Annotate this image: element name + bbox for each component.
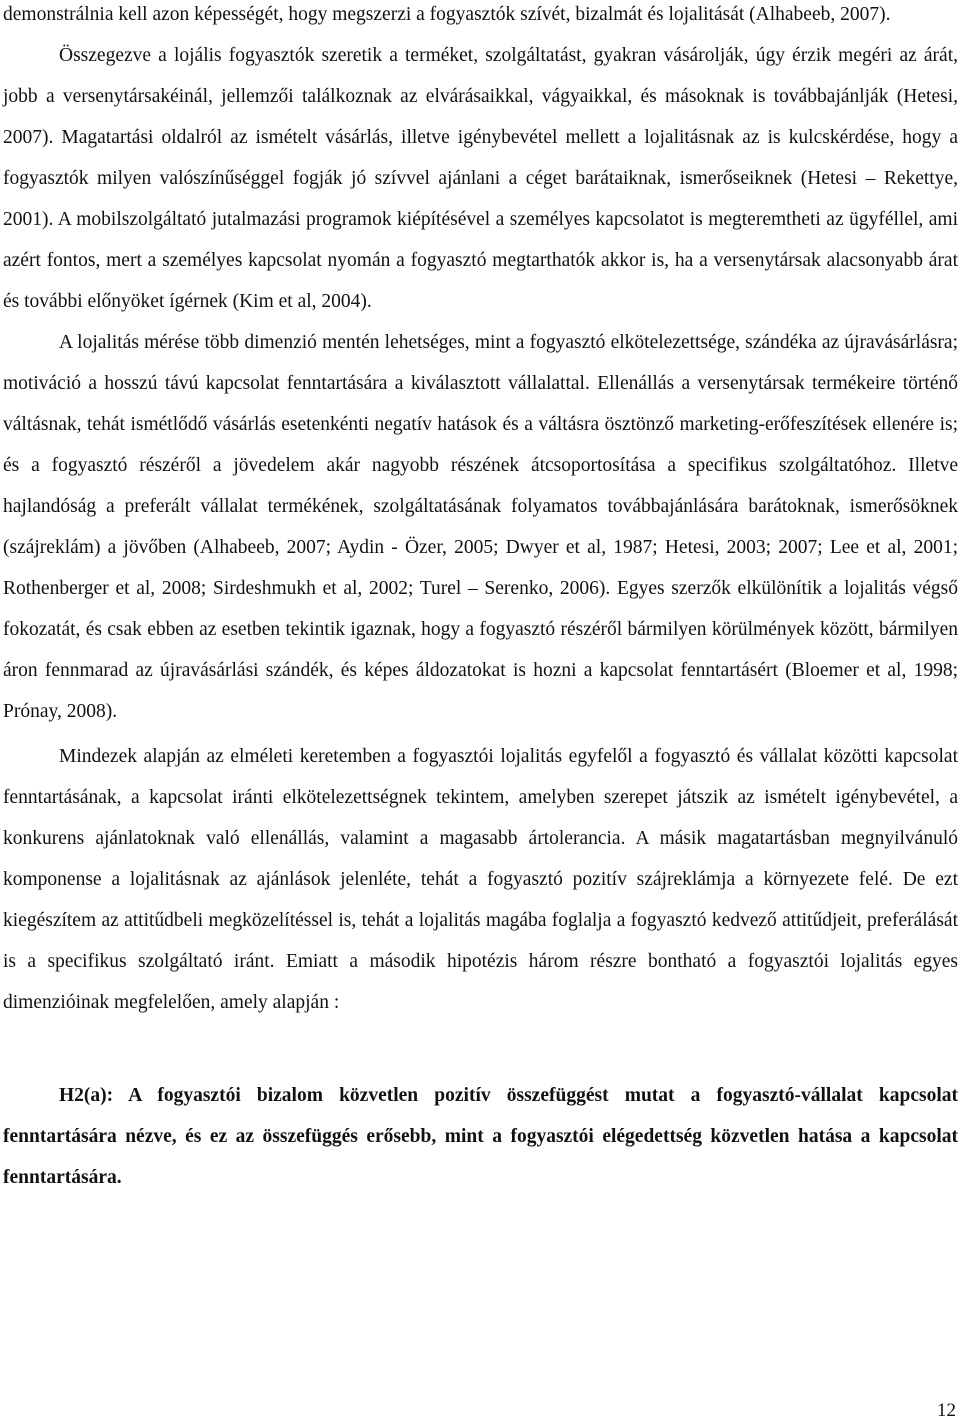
paragraph-theoretical-framework: Mindezek alapján az elméleti keretemben a fogyasztói lojalitás egyfelől a fogyasztó és vállalat közötti kapcsolat fenntartásának, a kapcsolat iránti elkötelezettségnek tekintem, amelyben szerepet játszik az ismételt igénybevétel, a konkurens ajánlatoknak való ellenállás, valamint a magasabb ártolerancia. A másik magatartásban megnyilvánuló komponense a lojalitásnak az ajánlások jelenléte, tehát a fogyasztó pozitív szájreklámja a környezete felé. De ezt kiegészítem az attitűdbeli megközelítéssel is, tehát a lojalitás magába foglalja a fogyasztó kedvező attitűdjeit, preferálását is a specifikus szolgáltató iránt. Emiatt a második hipotézis három részre bontható a fogyasztói lojalitás egyes dimenzióinak megfelelően, amely alapján : <box>3 746 958 1013</box>
paragraph-loyalty-measurement: A lojalitás mérése több dimenzió mentén lehetséges, mint a fogyasztó elkötelezettsége, szándéka az újravásárlásra; motiváció a hosszú távú kapcsolat fenntartására a kiválasztott vállalattal. Ellenállás a versenytársak termékeire történő váltásnak, tehát ismétlődő vásárlás esetenkénti negatív hatások és a váltásra ösztönző marketing-erőfeszítések ellenére is; és a fogyasztó részéről a jövedelem akár nagyobb részének átcsoportosítása a specifikus szolgáltatóhoz. Illetve hajlandóság a preferált vállalat termékének, szolgáltatásának folyamatos továbbajánlására barátoknak, ismerősöknek (szájreklám) a jövőben (Alhabeeb, 2007; Aydin - Özer, 2005; Dwyer et al, 1987; Hetesi, 2003; 2007; Lee et al, 2001; Rothenberger et al, 2008; Sirdeshmukh et al, 2002; Turel – Serenko, 2006). Egyes szerzők elkülönítik a lojalitás végső fokozatát, és csak ebben az esetben tekintik igaznak, hogy a fogyasztó részéről bármilyen körülmények között, bármilyen áron fennmarad az újravásárlási szándék, és képes áldozatokat is hozni a kapcsolat fenntartásért (Bloemer et al, 1998; Prónay, 2008). <box>3 332 958 722</box>
paragraph-loyal-consumers: Összegezve a lojális fogyasztók szeretik a terméket, szolgáltatást, gyakran vásárolják, úgy érzik megéri az árát, jobb a versenytársakéinál, jellemzői találkoznak az elvárásaikkal, vágyaikkal, és másoknak is továbbajánlják (Hetesi, 2007). Magatartási oldalról az ismételt vásárlás, illetve igénybevétel mellett a lojalitásnak az is kulcskérdése, hogy a fogyasztók milyen valószínűséggel fogják jó szívvel ajánlani a céget barátaiknak, ismerőseiknek (Hetesi – Rekettye, 2001). A mobilszolgáltató jutalmazási programok kiépítésével a személyes kapcsolatot is megteremtheti az ügyféllel, ami azért fontos, mert a személyes kapcsolat nyomán a fogyasztó megtarthatók akkor is, ha a versenytársak alacsonyabb árat és további előnyöket ígérnek (Kim et al, 2004). <box>3 45 958 312</box>
document-page <box>3 0 958 1198</box>
hypothesis-h2a: H2(a): A fogyasztói bizalom közvetlen pozitív összefüggést mutat a fogyasztó-vállalat kapcsolat fenntartására nézve, és ez az összefüggés erősebb, mint a fogyasztói elégedettség közvetlen hatása a kapcsolat fenntartására. <box>3 1085 958 1188</box>
paragraph-continuation: demonstrálnia kell azon képességét, hogy megszerzi a fogyasztók szívét, bizalmát és lojalitását (Alhabeeb, 2007). <box>3 4 891 25</box>
page-number: 12 <box>937 1400 956 1421</box>
